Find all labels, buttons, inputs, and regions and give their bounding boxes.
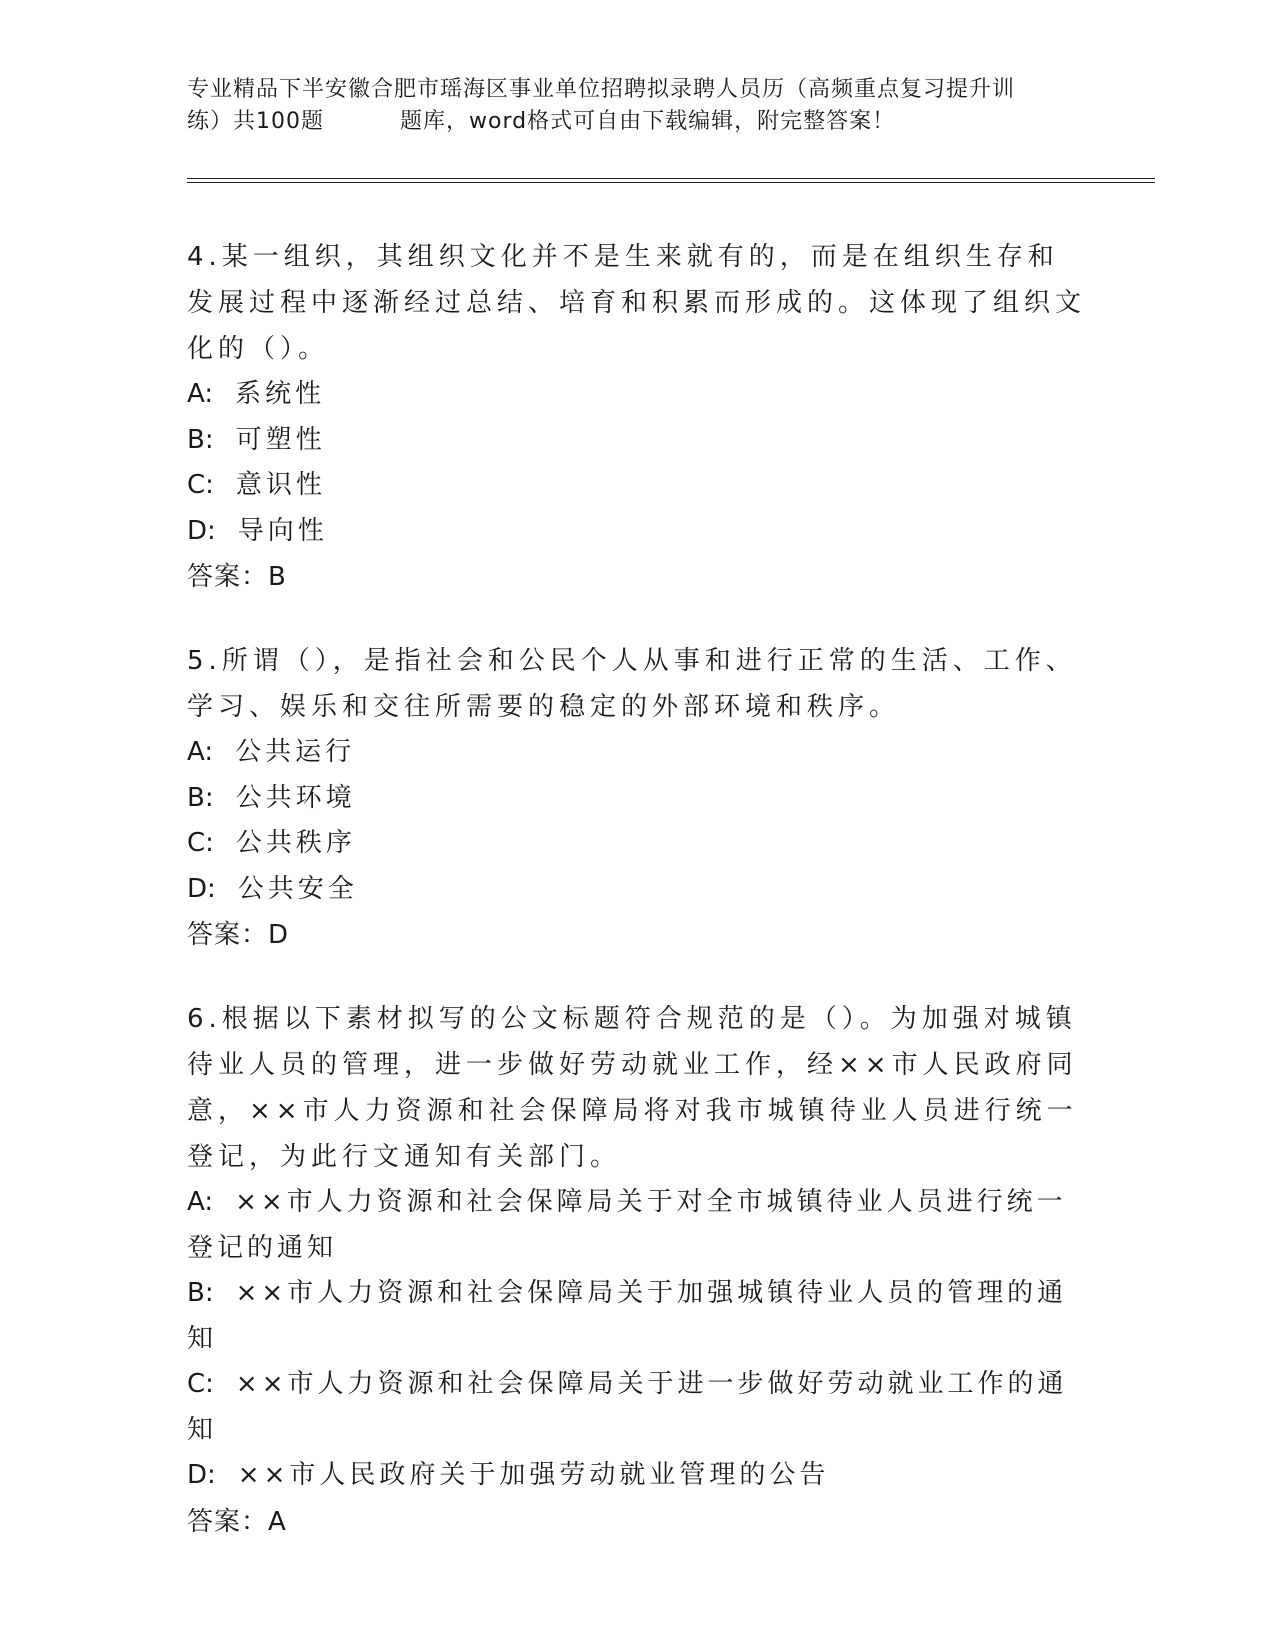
option-letter: A: xyxy=(187,737,214,767)
option-a xyxy=(187,1180,1087,1271)
document-header xyxy=(187,74,1087,138)
option-text: 可塑性 xyxy=(235,424,326,455)
question-6 xyxy=(187,996,1087,1545)
option-text: 公共安全 xyxy=(237,873,358,904)
option-text: ××市人民政府关于加强劳动就业管理的公告 xyxy=(237,1460,830,1490)
question-4 xyxy=(187,234,1087,600)
option-text: 导向性 xyxy=(237,515,328,546)
option-letter: B: xyxy=(187,1278,214,1308)
option-text: 意识性 xyxy=(235,470,326,500)
option-c xyxy=(187,1362,1087,1453)
option-c xyxy=(187,821,1087,867)
option-letter: C: xyxy=(187,828,214,858)
option-letter: D: xyxy=(187,515,216,546)
option-text: 公共运行 xyxy=(235,737,356,767)
option-d xyxy=(187,1453,1087,1499)
header-divider-bottom xyxy=(187,182,1155,183)
option-d xyxy=(187,509,1087,555)
question-list xyxy=(187,234,1087,1583)
header-title-part-1: 练）共100题 xyxy=(187,109,324,134)
header-title-part-2: 题库，word格式可自由下载编辑，附完整答案！ xyxy=(400,109,896,134)
answer-line: 答案：B xyxy=(187,562,287,592)
question-text: 5.所谓（），是指社会和公民个人从事和进行正常的生活、工作、学习、娱乐和交往所需要的稳定的外部环境和秩序。 xyxy=(187,646,1077,722)
option-letter: D: xyxy=(187,873,216,904)
question-text: 6.根据以下素材拟写的公文标题符合规范的是（）。为加强对城镇待业人员的管理，进一步做好劳动就业工作，经××市人民政府同意，××市人力资源和社会保障局将对我市城镇待业人员进行统一登记，为此行文通知有关部门。 xyxy=(187,1004,1078,1172)
option-letter: B: xyxy=(187,424,214,455)
header-divider-top xyxy=(187,178,1155,179)
option-letter: D: xyxy=(187,1460,216,1490)
answer-line: 答案：A xyxy=(187,1506,287,1537)
option-c xyxy=(187,463,1087,509)
header-title-line-1: 专业精品下半安徽合肥市瑶海区事业单位招聘拟录聘人员历（高频重点复习提升训 xyxy=(187,77,1016,102)
option-text: 公共环境 xyxy=(235,782,356,813)
option-b xyxy=(187,776,1087,822)
option-text: 系统性 xyxy=(235,379,326,409)
option-letter: C: xyxy=(187,1369,214,1399)
option-letter: B: xyxy=(187,782,214,813)
option-b xyxy=(187,418,1087,464)
option-a xyxy=(187,372,1087,418)
option-b xyxy=(187,1271,1087,1362)
question-text: 4.某一组织，其组织文化并不是生来就有的，而是在组织生存和发展过程中逐渐经过总结、培育和积累而形成的。这体现了组织文化的（）。 xyxy=(187,242,1087,364)
answer-line: 答案：D xyxy=(187,920,290,950)
option-letter: A: xyxy=(187,1187,214,1217)
option-text: ××市人力资源和社会保障局关于进一步做好劳动就业工作的通知 xyxy=(187,1369,1068,1445)
option-text: 公共秩序 xyxy=(235,828,356,858)
question-5 xyxy=(187,638,1087,958)
option-letter: A: xyxy=(187,379,214,409)
header-title-line-2 xyxy=(187,106,1087,138)
option-text: ××市人力资源和社会保障局关于对全市城镇待业人员进行统一登记的通知 xyxy=(187,1187,1067,1263)
option-a xyxy=(187,730,1087,776)
option-letter: C: xyxy=(187,470,214,500)
option-text: ××市人力资源和社会保障局关于加强城镇待业人员的管理的通知 xyxy=(187,1278,1068,1354)
option-d xyxy=(187,867,1087,913)
